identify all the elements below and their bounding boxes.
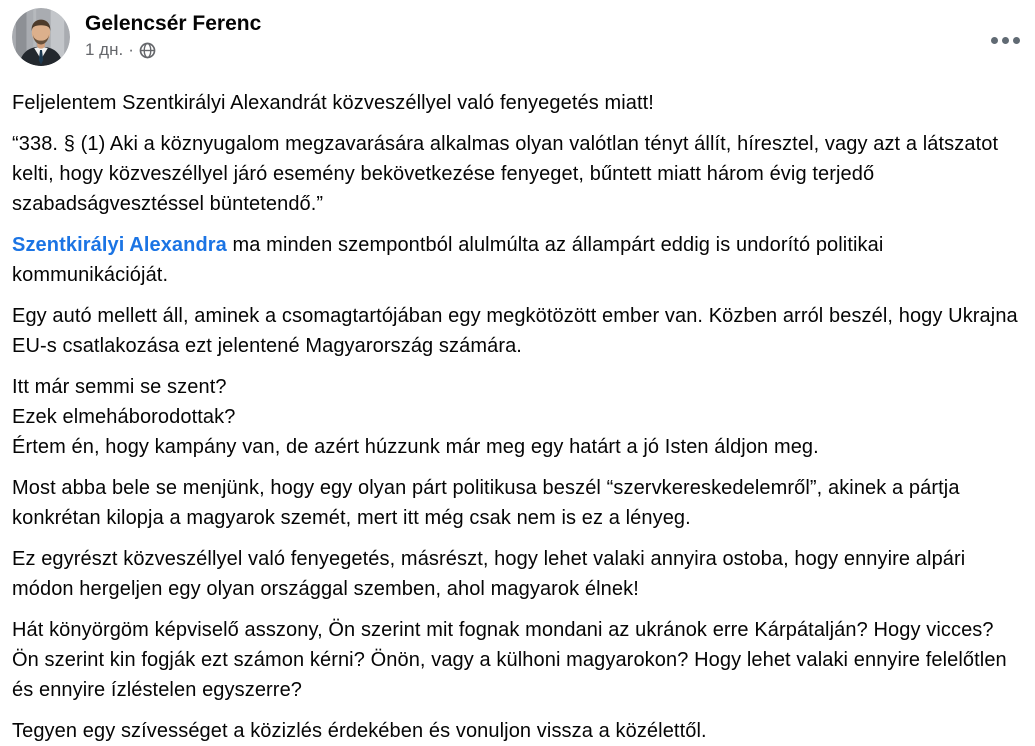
- post-paragraph: Egy autó mellett áll, aminek a csomagtartójában egy megkötözött ember van. Közben arról beszél, hogy Ukrajna EU-s csatlakozása ezt jelentené Magyarország számára.: [12, 305, 1018, 357]
- more-options-button[interactable]: [987, 22, 1023, 58]
- avatar[interactable]: [12, 8, 70, 66]
- post-header: [12, 8, 1023, 66]
- paragraph-text: ma minden szempontból alulmúlta az állampárt eddig is undorító politikai kommunikációját.: [12, 234, 884, 286]
- globe-icon: [139, 42, 156, 59]
- paragraph-line: Itt már semmi se szent?: [12, 376, 227, 398]
- post-paragraph: Hát könyörgöm képviselő asszony, Ön szerint mit fognak mondani az ukránok erre Kárpátalján? Hogy vicces? Ön szerint kin fogják ezt számon kérni? Önön, vagy a külhoni magyarokon? Hogy lehet valaki ennyire felelőtlen és ennyire ízléstelen egyszerre?: [12, 619, 1007, 701]
- author-name[interactable]: Gelencsér Ferenc: [85, 12, 262, 35]
- avatar-image: [12, 8, 70, 66]
- post-paragraph: “338. § (1) Aki a köznyugalom megzavarására alkalmas olyan valótlan tényt állít, híresztel, vagy azt a látszatot kelti, hogy közveszéllyel járó esemény bekövetkezése fenyeget, bűntett miatt három évig terjedő szabadságvesztéssel büntetendő.”: [12, 133, 999, 215]
- timestamp[interactable]: 1 дн.: [85, 40, 124, 59]
- tagged-profile-link[interactable]: Szentkirályi Alexandra: [12, 234, 227, 256]
- post-paragraph: [12, 372, 1023, 462]
- paragraph-line: Értem én, hogy kampány van, de azért húzzunk már meg egy határt a jó Isten áldjon meg.: [12, 436, 819, 458]
- post-meta: [85, 39, 261, 61]
- meta-separator: ·: [128, 40, 134, 59]
- post-paragraph: Most abba bele se menjünk, hogy egy olyan párt politikusa beszél “szervkereskedelemről”, akinek a pártja konkrétan kilopja a magyarok szemét, mert itt még csak nem is ez a lényeg.: [12, 477, 960, 529]
- paragraph-line: Ezek elmeháborodottak?: [12, 406, 236, 428]
- header-info: [85, 8, 261, 61]
- post-paragraph: Ez egyrészt közveszéllyel való fenyegetés, másrészt, hogy lehet valaki annyira ostoba, hogy ennyire alpári módon hergeljen egy olyan országgal szemben, ahol magyarok élnek!: [12, 548, 966, 600]
- post-paragraph: Tegyen egy szívességet a közizlés érdekében és vonuljon vissza a közélettől.: [12, 720, 707, 742]
- post-paragraph: [12, 230, 1023, 290]
- post-content: [12, 66, 1023, 746]
- post-paragraph: Feljelentem Szentkirályi Alexandrát közveszéllyel való fenyegetés miatt!: [12, 92, 654, 114]
- ellipsis-icon: [991, 37, 1020, 44]
